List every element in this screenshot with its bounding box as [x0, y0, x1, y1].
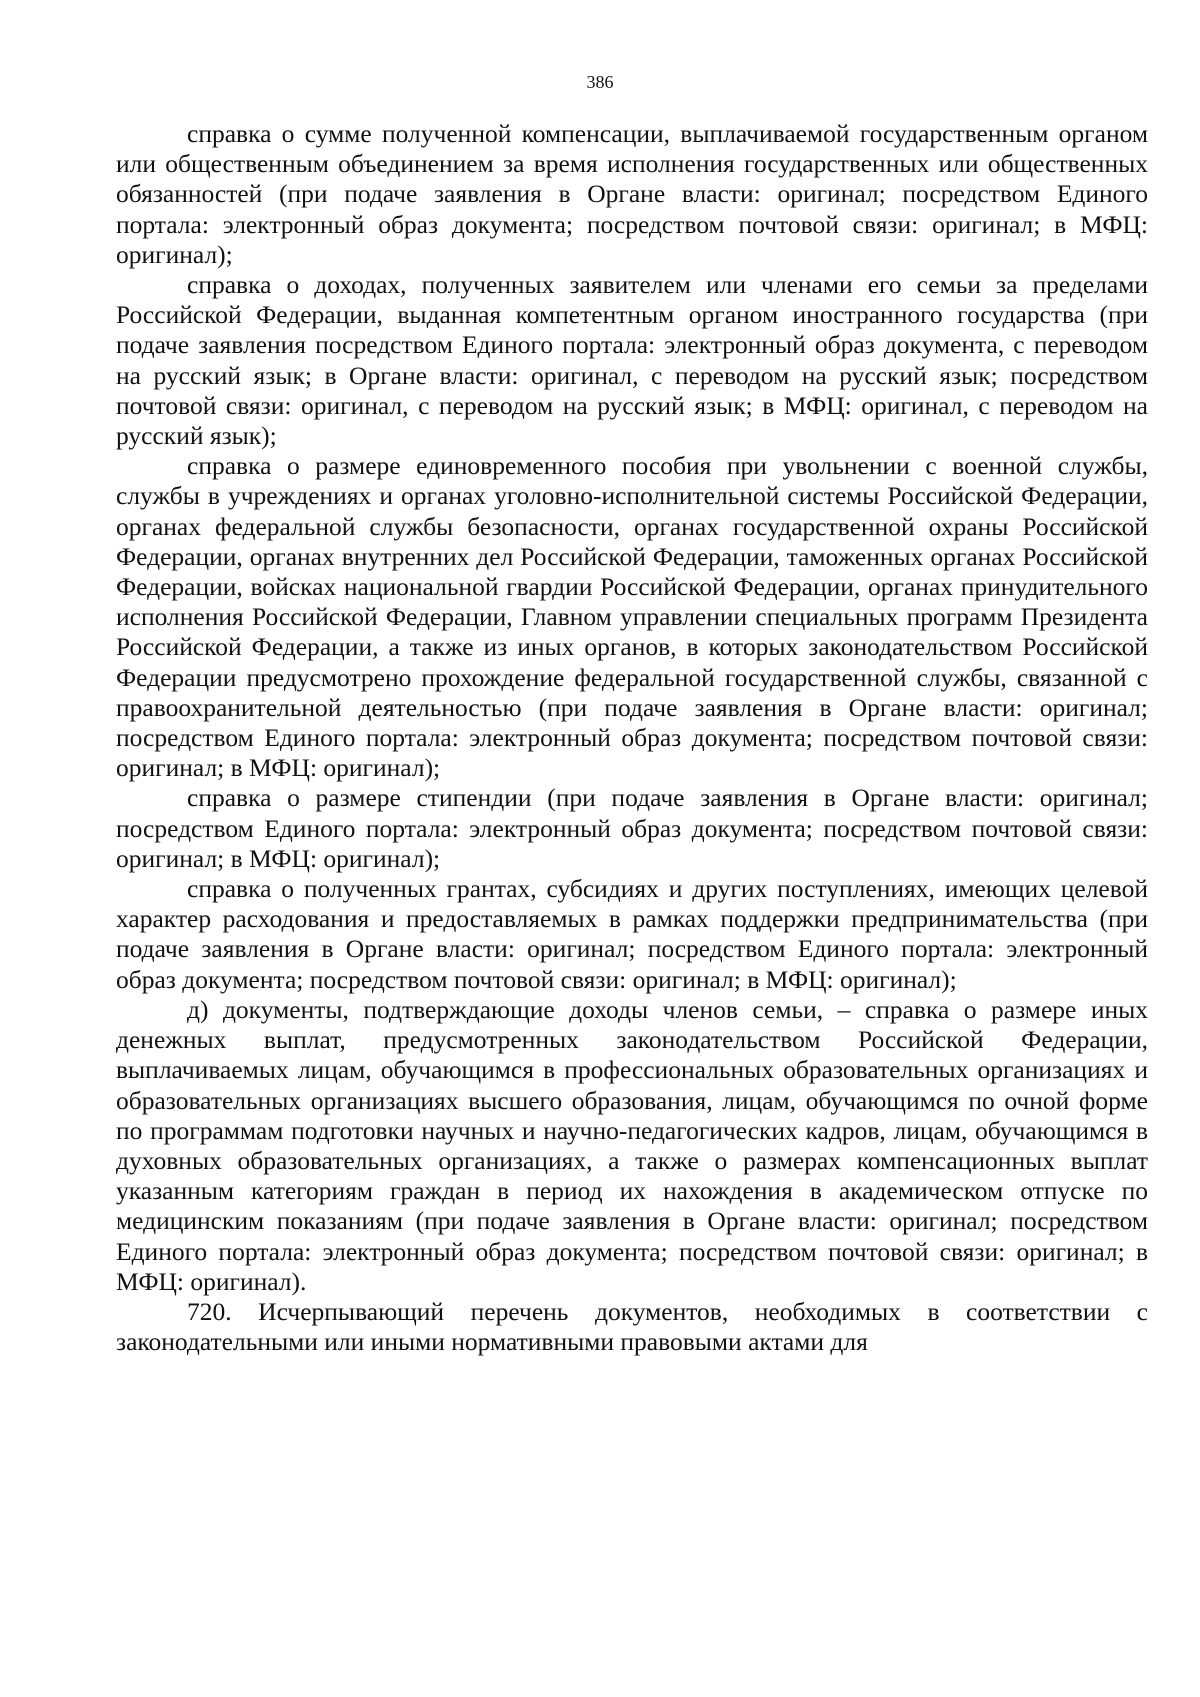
paragraph-section-720: 720. Исчерпывающий перечень документов, необходимых в соответствии с законодательными или иными нормативными правовыми актами для: [116, 1296, 1148, 1357]
paragraph-scholarship-certificate: справка о размере стипендии (при подаче заявления в Органе власти: оригинал; посредством Единого портала: электронный образ документа; посредством почтовой связи: оригинал; в МФЦ: оригинал);: [116, 783, 1148, 873]
paragraph-foreign-income-certificate: справка о доходах, полученных заявителем или членами его семьи за пределами Российской Федерации, выданная компетентным органом иностранного государства (при подаче заявления посредством Единого портала: электронный образ документа, с переводом на русский язык; в Органе власти: оригинал, с переводом на русский язык; посредством почтовой связи: оригинал, с переводом на русский язык; в МФЦ: оригинал, с переводом на русский язык);: [116, 270, 1148, 451]
page-number: 386: [586, 72, 614, 92]
paragraph-grants-certificate: справка о полученных грантах, субсидиях и других поступлениях, имеющих целевой характер расходования и предоставляемых в рамках поддержки предпринимательства (при подаче заявления в Органе власти: оригинал; посредством Единого портала: электронный образ документа; посредством почтовой связи: оригинал; в МФЦ: оригинал);: [116, 874, 1148, 994]
paragraph-severance-allowance-certificate: справка о размере единовременного пособия при увольнении с военной службы, службы в учреждениях и органах уголовно-исполнительной системы Российской Федерации, органах федеральной службы безопасности, органах государственной охраны Российской Федерации, органах внутренних дел Российской Федерации, таможенных органах Российской Федерации, войсках национальной гвардии Российской Федерации, органах принудительного исполнения Российской Федерации, Главном управлении специальных программ Президента Российской Федерации, а также из иных органов, в которых законодательством Российской Федерации предусмотрено прохождение федеральной государственной службы, связанной с правоохранительной деятельностью (при подаче заявления в Органе власти: оригинал; посредством Единого портала: электронный образ документа; посредством почтовой связи: оригинал; в МФЦ: оригинал);: [116, 451, 1148, 783]
paragraph-family-income-documents: д) документы, подтверждающие доходы членов семьи, – справка о размере иных денежных выплат, предусмотренных законодательством Российской Федерации, выплачиваемых лицам, обучающимся в профессиональных образовательных организациях и образовательных организациях высшего образования, лицам, обучающимся по очной форме по программам подготовки научных и научно-педагогических кадров, лицам, обучающимся в духовных образовательных организациях, а также о размерах компенсационных выплат указанным категориям граждан в период их нахождения в академическом отпуске по медицинским показаниям (при подаче заявления в Органе власти: оригинал; посредством Единого портала: электронный образ документа; посредством почтовой связи: оригинал; в МФЦ: оригинал).: [116, 994, 1148, 1296]
paragraph-compensation-certificate: справка о сумме полученной компенсации, выплачиваемой государственным органом или общественным объединением за время исполнения государственных или общественных обязанностей (при подаче заявления в Органе власти: оригинал; посредством Единого портала: электронный образ документа; посредством почтовой связи: оригинал; в МФЦ: оригинал);: [116, 119, 1148, 269]
body-text: [116, 119, 1148, 1357]
